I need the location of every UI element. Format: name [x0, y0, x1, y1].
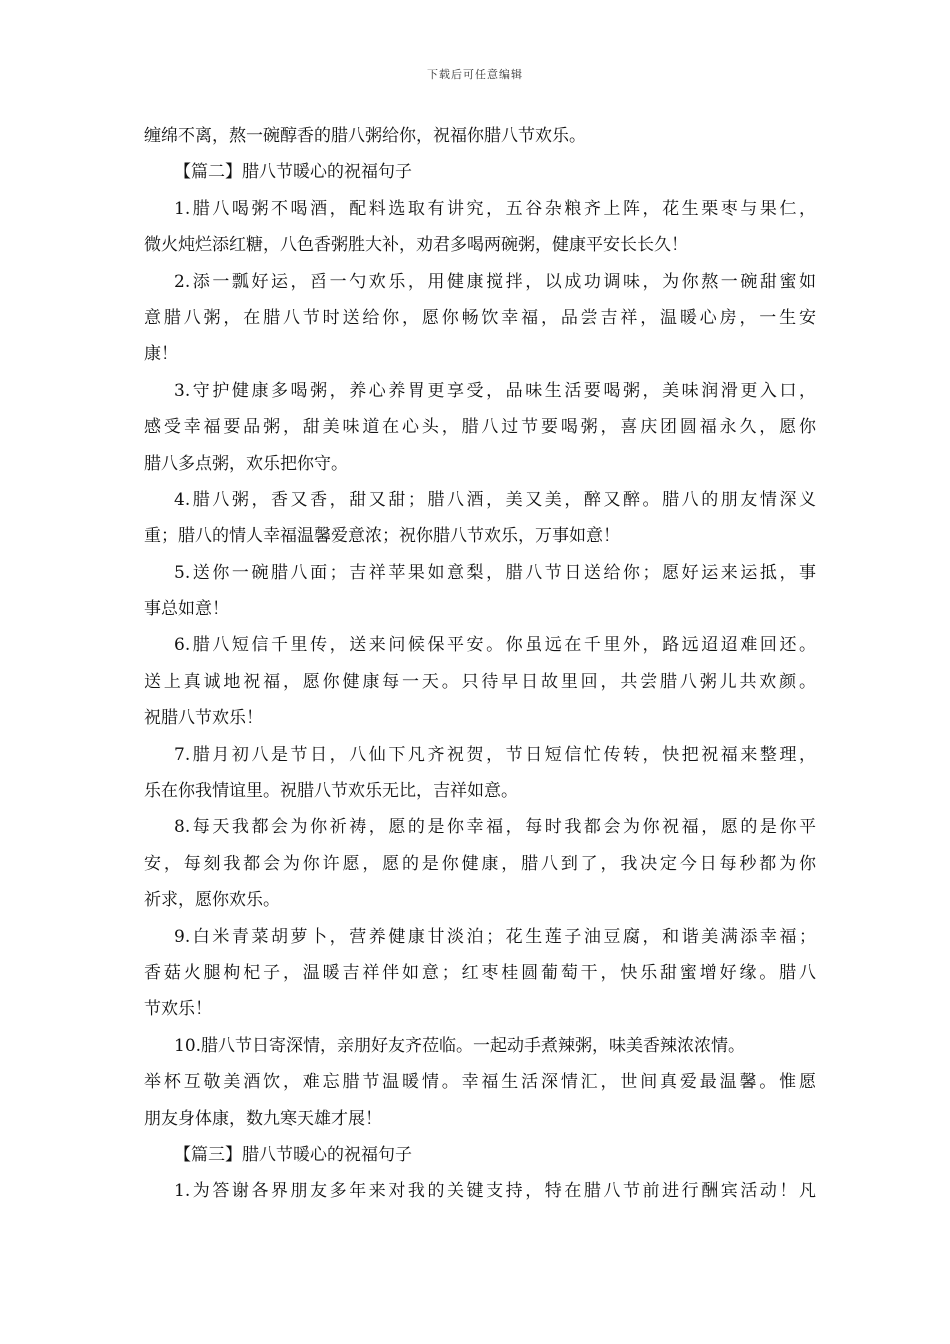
text-line: 祝腊八节欢乐！ — [144, 708, 263, 729]
download-note: 下载后可任意编辑 — [427, 68, 523, 81]
text-line: 3.守护健康多喝粥，养心养胃更享受，品味生活要喝粥，美味润滑更入口， — [174, 380, 816, 401]
text-line: 1.为答谢各界朋友多年来对我的关键支持，特在腊八节前进行酬宾活动！凡 — [174, 1181, 816, 1202]
text-line: 1.腊八喝粥不喝酒，配料选取有讲究，五谷杂粮齐上阵，花生栗枣与果仁， — [174, 198, 816, 219]
text-line: 6.腊八短信千里传，送来问候保平安。你虽远在千里外，路远迢迢难回还。 — [174, 635, 816, 656]
text-line: 朋友身体康，数九寒天雄才展！ — [144, 1108, 382, 1129]
text-line: 送上真诚地祝福，愿你健康每一天。只待早日故里回，共尝腊八粥儿共欢颜。 — [144, 671, 816, 692]
text-line: 7.腊月初八是节日，八仙下凡齐祝贺，节日短信忙传转，快把祝福来整理， — [174, 744, 816, 765]
text-line: 事总如意！ — [144, 599, 229, 620]
text-line: 微火炖烂添红糖，八色香粥胜大补，劝君多喝两碗粥，健康平安长长久！ — [144, 235, 688, 256]
text-line: 重；腊八的情人幸福温馨爱意浓；祝你腊八节欢乐，万事如意！ — [144, 526, 620, 547]
text-line: 祈求，愿你欢乐。 — [144, 890, 280, 911]
text-line: 【篇二】腊八节暖心的祝福句子 — [174, 162, 412, 183]
text-line: 【篇三】腊八节暖心的祝福句子 — [174, 1144, 412, 1165]
text-line: 乐在你我情谊里。祝腊八节欢乐无比，吉祥如意。 — [144, 781, 518, 802]
text-line: 9.白米青菜胡萝卜，营养健康甘淡泊；花生莲子油豆腐，和谐美满添幸福； — [174, 926, 816, 947]
text-line: 康！ — [144, 344, 178, 365]
text-line: 腊八多点粥，欢乐把你守。 — [144, 453, 348, 474]
text-line: 4.腊八粥，香又香，甜又甜；腊八酒，美又美，醉又醉。腊八的朋友情深义 — [174, 489, 816, 510]
text-line: 感受幸福要品粥，甜美味道在心头，腊八过节要喝粥，喜庆团圆福永久，愿你 — [144, 417, 816, 438]
text-line: 意腊八粥，在腊八节时送给你，愿你畅饮幸福，品尝吉祥，温暖心房，一生安 — [144, 307, 816, 328]
text-line: 安，每刻我都会为你许愿，愿的是你健康，腊八到了，我决定今日每秒都为你 — [144, 853, 816, 874]
text-line: 举杯互敬美酒饮，难忘腊节温暖情。幸福生活深情汇，世间真爱最温馨。惟愿 — [144, 1072, 816, 1093]
text-line: 8.每天我都会为你祈祷，愿的是你幸福，每时我都会为你祝福，愿的是你平 — [174, 817, 816, 838]
document-body — [144, 118, 816, 1210]
text-line: 2.添一瓢好运，舀一勺欢乐，用健康搅拌，以成功调味，为你熬一碗甜蜜如 — [174, 271, 816, 292]
text-line: 缠绵不离，熬一碗醇香的腊八粥给你，祝福你腊八节欢乐。 — [144, 126, 586, 146]
text-line: 节欢乐！ — [144, 999, 212, 1020]
text-line: 5.送你一碗腊八面；吉祥苹果如意梨，腊八节日送给你；愿好运来运抵，事 — [174, 562, 816, 583]
text-line: 10.腊八节日寄深情，亲朋好友齐莅临。一起动手煮辣粥，味美香辣浓浓情。 — [174, 1035, 746, 1056]
text-line: 香菇火腿枸杞子，温暖吉祥伴如意；红枣桂圆葡萄干，快乐甜蜜增好缘。腊八 — [144, 962, 816, 983]
